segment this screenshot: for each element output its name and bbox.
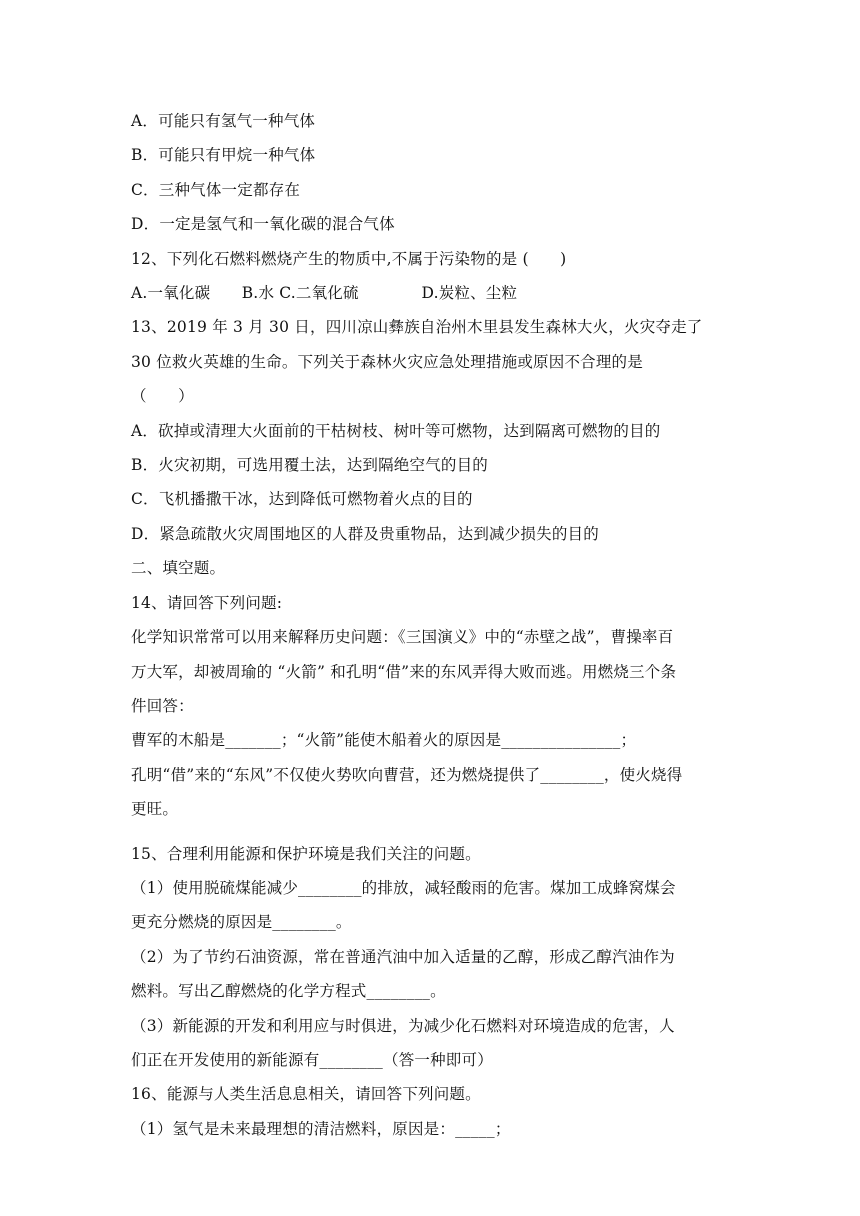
question-13-line-2: 30 位救火英雄的生命。下列关于森林火灾应急处理措施或原因不合理的是 [131,352,643,371]
question-14-blank-1: 曹军的木船是_______；“火箭”能使木船着火的原因是_______________； [131,731,637,750]
question-12: 12、下列化石燃料燃烧产生的物质中,不属于污染物的是 ( ) [131,249,567,268]
question-16-part-1: （1）氢气是未来最理想的清洁燃料，原因是：_____； [131,1119,511,1138]
option-c-q13: C．飞机播撒干冰，达到降低可燃物着火点的目的 [131,490,473,509]
question-15-part-1-cont: 更充分燃烧的原因是________。 [131,913,352,932]
question-14-blank-2-cont: 更旺。 [131,800,179,819]
question-15: 15、合理利用能源和保护环境是我们关注的问题。 [131,844,481,863]
question-15-part-3-cont: 们正在开发使用的新能源有________（答一种即可） [131,1050,493,1069]
section-heading-fill-in: 二、填空题。 [131,559,226,578]
question-15-part-2: （2）为了节约石油资源，常在普通汽油中加入适量的乙醇，形成乙醇汽油作为 [131,947,675,966]
option-b-q11: B．可能只有甲烷一种气体 [131,146,316,165]
option-a-q11: A．可能只有氢气一种气体 [131,112,316,130]
options-q12: A.一氧化碳 B.水 C.二氧化硫 D.炭粒、尘粒 [131,284,518,303]
question-14-text-3: 件回答： [131,696,194,715]
document-page [131,104,731,1146]
question-13-line-1: 13、2019 年 3 月 30 日，四川凉山彝族自治州木里县发生森林大火，火灾夺走了 [131,318,703,337]
question-15-part-1: （1）使用脱硫煤能减少________的排放，减轻酸雨的危害。煤加工成蜂窝煤会 [131,878,676,897]
option-d-q13: D．紧急疏散火灾周围地区的人群及贵重物品，达到减少损失的目的 [131,524,599,543]
question-14-text-2: 万大军，却被周瑜的 “火箭” 和孔明“借”来的东风弄得大败而逃。用燃烧三个条 [131,662,677,681]
question-14-text-1: 化学知识常常可以用来解释历史问题：《三国演义》中的“赤壁之战”，曹操率百 [131,628,674,647]
question-13-paren: （ ） [131,387,194,406]
question-14: 14、请回答下列问题: [131,593,283,612]
option-d-q11: D．一定是氢气和一氧化碳的混合气体 [131,215,395,234]
question-15-part-3: （3）新能源的开发和利用应与时俱进，为减少化石燃料对环境造成的危害，人 [131,1016,675,1035]
option-b-q13: B．火灾初期，可选用覆土法，达到隔绝空气的目的 [131,456,488,475]
option-c-q11: C．三种气体一定都存在 [131,180,301,199]
question-14-blank-2: 孔明“借”来的“东风”不仅使火势吹向曹营，还为燃烧提供了________，使火烧得 [131,765,683,784]
question-15-part-2-cont: 燃料。写出乙醇燃烧的化学方程式________。 [131,982,446,1001]
question-16: 16、能源与人类生活息息相关，请回答下列问题。 [131,1085,481,1104]
option-a-q13: A．砍掉或清理大火面前的干枯树枝、树叶等可燃物，达到隔离可燃物的目的 [131,421,661,440]
